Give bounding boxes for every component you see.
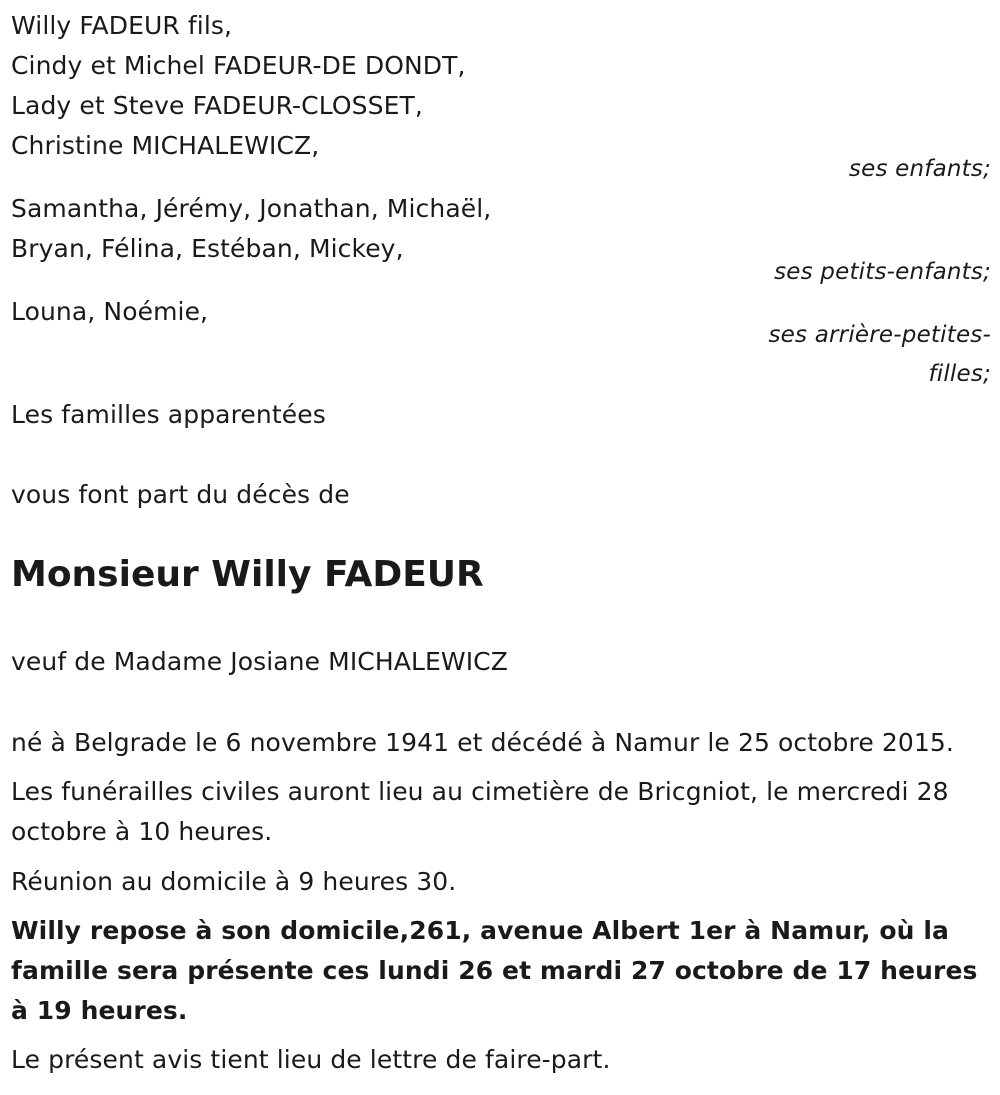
- child-name-1: Willy FADEUR fils,: [11, 11, 233, 40]
- child-name-2: Cindy et Michel FADEUR-DE DONDT,: [11, 51, 466, 80]
- great-grandchildren-role-label-2: filles;: [928, 361, 991, 387]
- widower-of-text: veuf de Madame Josiane MICHALEWICZ: [11, 647, 508, 676]
- meeting-text: Réunion au domicile à 9 heures 30.: [11, 867, 457, 896]
- child-name-3: Lady et Steve FADEUR-CLOSSET,: [11, 91, 423, 120]
- visitation-text: Willy repose à son domicile,261, avenue Albert 1er à Namur, où la famille sera présente ces lundi 26 et mardi 27 octobre de 17 heures à 19 heures.: [11, 916, 978, 1025]
- children-role-label: ses enfants;: [848, 156, 991, 182]
- great-grandchildren-names: Louna, Noémie,: [11, 297, 209, 326]
- grandchildren-role-label: ses petits-enfants;: [774, 259, 991, 285]
- closing-text: Le présent avis tient lieu de lettre de faire-part.: [11, 1045, 611, 1074]
- announcement-text: vous font part du décès de: [11, 480, 350, 509]
- birth-death-text: né à Belgrade le 6 novembre 1941 et décédé à Namur le 25 octobre 2015.: [11, 728, 954, 757]
- obituary-notice: [11, 0, 991, 1095]
- deceased-name-heading: Monsieur Willy FADEUR: [11, 554, 484, 595]
- related-families: Les familles apparentées: [11, 400, 326, 429]
- funeral-text: Les funérailles civiles auront lieu au cimetière de Bricgniot, le mercredi 28 octobre à 10 heures.: [11, 777, 949, 846]
- child-name-4: Christine MICHALEWICZ,: [11, 131, 320, 160]
- grandchildren-names-2: Bryan, Félina, Estéban, Mickey,: [11, 234, 404, 263]
- grandchildren-names-1: Samantha, Jérémy, Jonathan, Michaël,: [11, 194, 492, 223]
- great-grandchildren-role-label-1: ses arrière-petites-: [768, 322, 991, 348]
